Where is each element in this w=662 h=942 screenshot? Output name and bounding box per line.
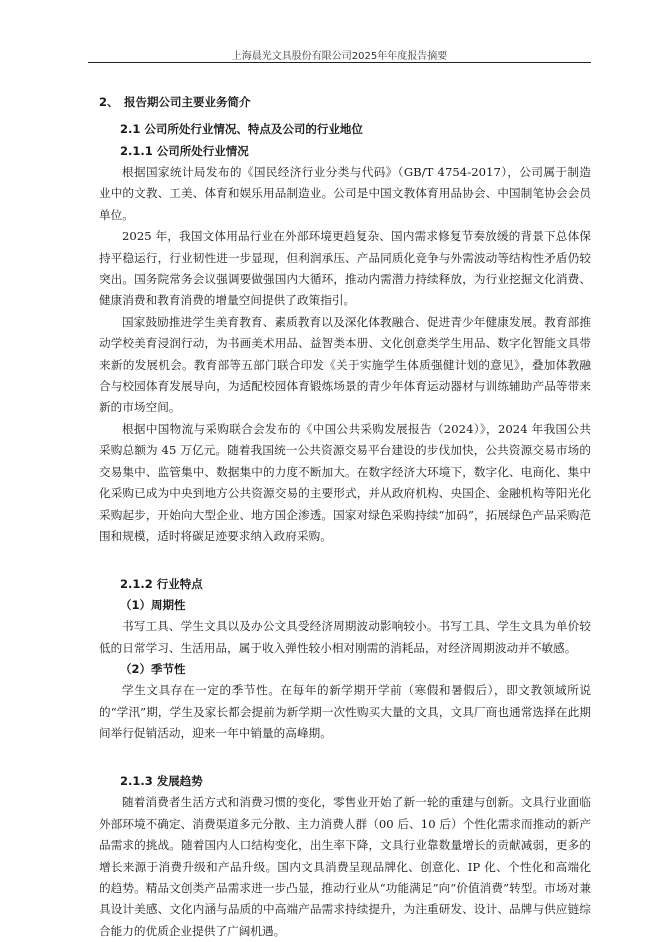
paragraph: 根据中国物流与采购联合会发布的《中国公共采购发展报告（2024）》，2024 年我国公共采购总额为 45 万亿元。随着我国统一公共资源交易平台建设的步伐加快，公共资源交易市场的交易集中、监管集中、数据集中的力度不断加大。在数字经济大环境下，数字化、电商化、集中化采购已成为中央到地方公共资源交易的主要形式，并从政府机构、央国企、金融机构等阳光化采购起步，开始向大型企业、地方国企渗透。国家对绿色采购持续“加码”，拓展绿色产品采购范围和规模，适时将碳足迹要求纳入政府采购。 — [99, 421, 591, 543]
seasonality-label: （2）季节性 — [120, 662, 186, 677]
subsection-2-1-heading: 2.1 公司所处行业情况、特点及公司的行业地位 — [120, 122, 363, 136]
paragraph: 2025 年，我国文体用品行业在外部环境更趋复杂、国内需求修复节奏放缓的背景下总体保持平稳运行，行业韧性进一步显现，但利润承压、产品同质化竞争与外需波动等结构性矛盾仍较突出。国务院常务会议强调要做强国内大循环，推动内需潜力持续释放，为行业挖掘文化消费、健康消费和教育消费的增量空间提供了政策指引。 — [99, 229, 591, 308]
paragraph: 国家鼓励推进学生美育教育、素质教育以及深化体教融合、促进青少年健康发展。教育部推动学校美育浸润行动，为书画美术用品、益智类本册、文化创意类学生用品、数字化智能文具带来新的发展机会。教育部等五部门联合印发《关于实施学生体质强健计划的意见》，叠加体教融合与校园体育发展导向，为适配校园体育锻炼场景的青少年体育运动器材与训练辅助产品等带来新的市场空间。 — [99, 314, 591, 415]
subsection-2-1-2-heading: 2.1.2 行业特点 — [120, 577, 203, 592]
section-number: 2、 — [99, 95, 119, 109]
section-heading — [99, 92, 591, 112]
subsection-2-1-3-heading: 2.1.3 发展趋势 — [120, 774, 203, 789]
running-header: 上海晨光文具股份有限公司2025年年度报告摘要 — [231, 51, 448, 62]
section-title: 报告期公司主要业务简介 — [124, 95, 251, 109]
header-rule — [88, 62, 591, 63]
cyclicality-text: 书写工具、学生文具以及办公文具受经济周期波动影响较小。书写工具、学生文具为单价较低的日常学习、生活用品，属于收入弹性较小相对刚需的消耗品，对经济周期波动并不敏感。 — [99, 619, 591, 655]
paragraph: 根据国家统计局发布的《国民经济行业分类与代码》（GB/T 4754-2017），公司属于制造业中的文教、工美、体育和娱乐用品制造业。公司是中国文教体育用品协会、中国制笔协会会员单位。 — [99, 165, 591, 222]
cyclicality-label: （1）周期性 — [120, 598, 186, 613]
seasonality-text: 学生文具存在一定的季节性。在每年的新学期开学前（寒假和暑假后），即文教领域所说的“学汛”期，学生及家长都会提前为新学期一次性购买大量的文具，文具厂商也通常选择在此期间举行促销活动，迎来一年中销量的高峰期。 — [99, 683, 591, 740]
trend-paragraph: 随着消费者生活方式和消费习惯的变化，零售业开始了新一轮的重建与创新。文具行业面临外部环境不确定、消费渠道多元分散、主力消费人群（00 后、10 后）个性化需求而推动的新产品需求的挑战。随着国内人口结构变化，出生率下降，文具行业靠数量增长的贡献减弱，更多的增长来源于消费升级和产品升级。国内文具消费呈现品牌化、创意化、IP 化、个性化和高端化的趋势。精品文创类产品需求进一步凸显，推动行业从“功能满足”向“价值消费”转型。市场对兼具设计美感、文化内涵与品质的中高端产品需求持续提升，为注重研发、设计、品牌与供应链综合能力的优质企业提供了广阔机遇。 — [99, 795, 591, 938]
page-content — [99, 92, 591, 942]
subsection-2-1-1-heading: 2.1.1 公司所处行业情况 — [120, 144, 249, 158]
